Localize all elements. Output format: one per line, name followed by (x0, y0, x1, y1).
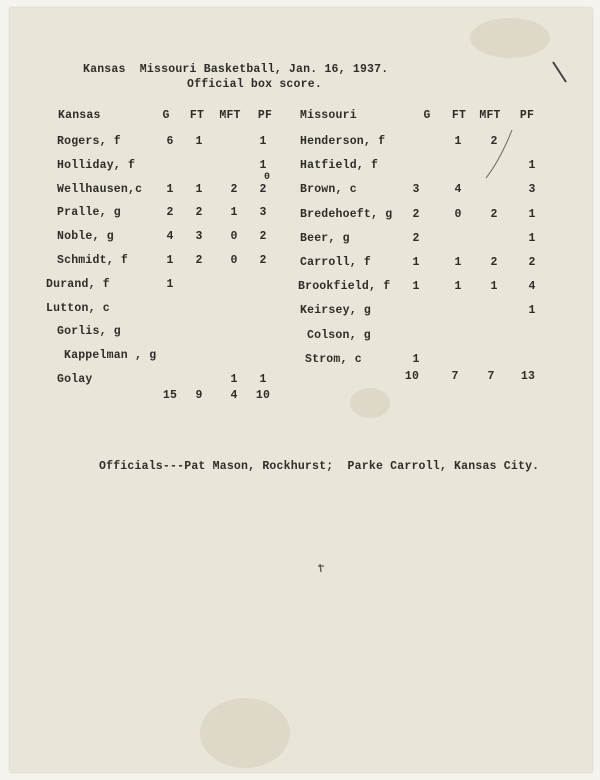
missouri-col-ft: FT (451, 109, 467, 122)
missouri-col-pf: PF (519, 109, 535, 122)
missouri-stat-g: 2 (412, 207, 420, 221)
kansas-stat-pf: 2 (259, 230, 267, 244)
kansas-stat-pf: 2 (259, 254, 267, 267)
missouri-player-name: Hatfield, f (300, 159, 379, 173)
missouri-stat-g: 2 (412, 231, 420, 245)
kansas-player-name: Holliday, f (57, 158, 136, 172)
kansas-col-g: G (162, 109, 170, 122)
kansas-player-name: Durand, f (46, 277, 110, 291)
center-ink-mark (318, 564, 324, 572)
missouri-player-name: Carroll, f (300, 256, 372, 269)
missouri-stat-pf: 1 (528, 207, 536, 221)
kansas-stat-pf: 2 (259, 182, 267, 196)
missouri-stat-g: 1 (412, 280, 420, 294)
kansas-player-name: Wellhausen,c (57, 182, 143, 196)
missouri-stat-pf: 2 (528, 256, 536, 269)
kansas-player-name: Noble, g (57, 230, 114, 244)
missouri-stat-mft: 2 (490, 256, 498, 269)
kansas-stat-g: 1 (166, 277, 174, 291)
missouri-stat-pf: 4 (528, 280, 536, 294)
kansas-stat-mft: 1 (230, 206, 238, 220)
kansas-stat-ft: 1 (195, 182, 203, 196)
kansas-player-name: Kappelman , g (64, 349, 157, 363)
kansas-col-pf: PF (257, 109, 273, 122)
kansas-stat-mft: 1 (230, 373, 238, 386)
kansas-total-mft: 4 (230, 389, 238, 402)
kansas-stat-mft: 0 (230, 254, 238, 267)
kansas-stat-ft: 1 (195, 135, 203, 148)
kansas-player-name: Lutton, c (46, 301, 110, 315)
missouri-team-label: Missouri (300, 109, 357, 122)
missouri-stat-g: 1 (412, 256, 420, 269)
missouri-stat-ft: 4 (454, 183, 462, 197)
missouri-total-mft: 7 (487, 370, 495, 383)
missouri-stat-mft: 1 (490, 280, 498, 294)
kansas-player-name: Rogers, f (57, 135, 121, 148)
kansas-col-ft: FT (189, 109, 205, 122)
kansas-stat-g: 1 (166, 182, 174, 196)
kansas-total-ft: 9 (195, 389, 203, 402)
missouri-total-g: 10 (404, 370, 420, 383)
missouri-stat-g: 3 (412, 183, 420, 197)
missouri-stat-mft: 2 (490, 135, 498, 148)
kansas-player-name: Pralle, g (57, 206, 121, 220)
missouri-stat-ft: 0 (454, 207, 462, 221)
kansas-stat-ft: 2 (195, 206, 203, 220)
missouri-player-name: Bredehoeft, g (300, 207, 393, 221)
corner-ink-mark (553, 62, 566, 82)
kansas-player-name: Schmidt, f (57, 254, 129, 267)
missouri-col-g: G (423, 109, 431, 122)
missouri-stat-mft: 2 (490, 207, 498, 221)
missouri-stat-pf: 1 (528, 304, 536, 318)
kansas-player-name: Gorlis, g (57, 325, 121, 339)
kansas-stat-g: 2 (166, 206, 174, 220)
kansas-stat-mft: 2 (230, 182, 238, 196)
missouri-player-name: Brookfield, f (298, 280, 391, 294)
officials-line: Officials---Pat Mason, Rockhurst; Parke Carroll, Kansas City. (99, 460, 540, 473)
missouri-total-ft: 7 (451, 370, 459, 383)
kansas-stat-pf: 3 (259, 206, 267, 220)
missouri-player-name: Brown, c (300, 183, 357, 197)
kansas-stat-mft: 0 (230, 230, 238, 244)
kansas-pf-overstrike: 0 (264, 172, 271, 183)
kansas-stat-ft: 2 (195, 254, 203, 267)
missouri-stat-pf: 3 (528, 183, 536, 197)
missouri-stat-g: 1 (412, 352, 420, 366)
kansas-player-name: Golay (57, 373, 93, 386)
kansas-stat-ft: 3 (195, 230, 203, 244)
missouri-stat-ft: 1 (454, 280, 462, 294)
missouri-stat-pf: 1 (528, 159, 536, 173)
header-line-1: Kansas Missouri Basketball, Jan. 16, 1937. (83, 63, 389, 76)
kansas-stat-g: 6 (166, 135, 174, 148)
kansas-col-mft: MFT (219, 109, 241, 122)
kansas-team-label: Kansas (58, 109, 101, 122)
missouri-player-name: Colson, g (307, 328, 371, 342)
kansas-stat-pf: 1 (259, 373, 267, 386)
kansas-stat-g: 1 (166, 254, 174, 267)
header-line-2: Official box score. (187, 78, 322, 91)
pencil-stroke-mark (486, 130, 512, 178)
missouri-col-mft: MFT (479, 109, 501, 122)
missouri-player-name: Beer, g (300, 231, 350, 245)
missouri-stat-ft: 1 (454, 256, 462, 269)
kansas-stat-g: 4 (166, 230, 174, 244)
missouri-player-name: Keirsey, g (300, 304, 372, 318)
kansas-total-g: 15 (162, 389, 178, 402)
missouri-stat-ft: 1 (454, 135, 462, 148)
kansas-total-pf: 10 (255, 389, 271, 402)
missouri-total-pf: 13 (520, 370, 536, 383)
kansas-stat-pf: 1 (259, 135, 267, 148)
missouri-stat-pf: 1 (528, 231, 536, 245)
missouri-player-name: Henderson, f (300, 135, 386, 148)
missouri-player-name: Strom, c (305, 352, 362, 366)
kansas-stat-pf: 1 (259, 158, 267, 172)
